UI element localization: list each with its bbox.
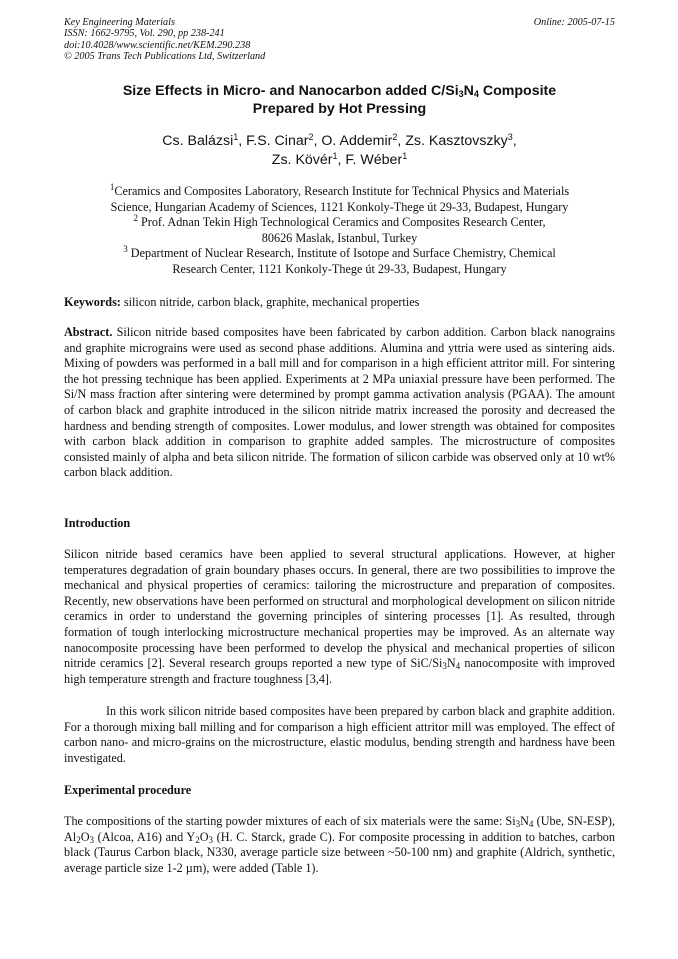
abstract: Abstract. Silicon nitride based composites have been fabricated by carbon addition. Carbon black nanograins and graphite micrograins were used as second phase additions. Alumina and yttria were used as sintering aids. Mixing of powders was performed in a ball mill and for comparison in a high efficient attritor mill. For sintering the hot pressing technique has been applied. Experiments at 2 MPa uniaxial pressure have been performed. The Si/N mass fraction after sintering were determined by prompt gamma activation analysis (PGAA). The amount of carbon black and graphite introduced in the silicon nitride matrix increased the porosity and decreased the hardness and bending strength of composites. Lower modulus, and lower strength was obtained for composites with carbon black addition in comparison to graphite added samples. The microstructure of composites consisted mainly of alpha and beta silicon nitride. The formation of silicon carbide was observed only at 10 wt% carbon black addition.: [64, 325, 615, 480]
introduction-paragraph-1: Silicon nitride based ceramics have been applied to several structural applications. However, at higher temperatures degradation of grain boundary phases occurs. In general, there are two possibilities to improve the mechanical and physical properties of ceramics: tailoring the microstructure and preparation of composites. Recently, new observations have been performed on structural and morphological development on silicon nitride ceramics in order to understand the governing principles of sintering processes [1]. As resulted, through formation of tough interlocking microstructure mechanical properties may be improved. As an alternate way nanocomposite processing have been performed to develop the physical and mechanical properties of silicon nitride ceramics [2]. Several research groups reported a new type of SiC/$Si_3N_4$ nanocomposite with improved high temperature strength and fracture toughness [3,4].: [64, 547, 615, 686]
affiliation-3: $^3$ Department of Nuclear Research, Institute of Isotope and Surface Chemistry, Chemical: [123, 244, 556, 261]
experimental-heading: Experimental procedure: [64, 783, 192, 797]
introduction-heading: Introduction: [64, 516, 131, 530]
paper-title: [64, 82, 615, 118]
copyright-line: © 2005 Trans Tech Publications Ltd, Switzerland: [64, 51, 266, 63]
affiliation-2: $^2$ Prof. Adnan Tekin High Technological Ceramics and Composites Research Center,: [133, 213, 546, 230]
title-line-1: Size Effects in Micro- and Nanocarbon added $C/Si_3N_4$ Composite: [122, 83, 557, 99]
introduction-paragraph-2: In this work silicon nitride based composites have been prepared by carbon black and graphite addition. For a thorough mixing ball milling and for comparison a high efficient attritor mill was employed. The effect of carbon nano- and micro-grains on the microstructure, elastic modulus, bending strength and hardness have been investigated.: [64, 704, 615, 765]
author-list: Cs. Balázsi$^1$, F.S. Cinar$^2$, O. Addemir$^2$, Zs. Kasztovszky$^3$, Zs. Kövér$^1$, F. Wéber$^1$: [162, 132, 517, 168]
title-line-2: Prepared by Hot Pressing: [252, 101, 427, 117]
keywords: Keywords: silicon nitride, carbon black, graphite, mechanical properties: [64, 295, 420, 309]
affiliation-1: $^1$Ceramics and Composites Laboratory, Research Institute for Technical Physics and Materials: [109, 182, 570, 198]
affiliations: $^1$Ceramics and Composites Laboratory, Research Institute for Technical Physics and Materials Science, Hungarian Academy of Sciences, 1121 Konkoly-Thege út 29-33, Budapest, Hungary $^2$ Prof. Adnan Tekin High Technological Ceramics and Composites Research Center, 80626 Maslak, Istanbul, Turkey $^3$ Department of Nuclear Research, Institute of Isotope and Surface Chemistry, Chemical Research Center, 1121 Konkoly-Thege út 29-33, Budapest, Hungary: [64, 184, 615, 278]
doi-line: doi:10.4028/www.scientific.net/KEM.290.238: [64, 39, 251, 51]
journal-name: Key Engineering Materials: [64, 17, 175, 28]
experimental-paragraph: The compositions of the starting powder mixtures of each of six materials were the same: $Si_3N_4$ (Ube, SN-ESP), $Al_2O_3$ (Alcoa, A16) and $Y_2O_3$ (H. C. Starck, grade C). For composite processing in addition to batches, carbon black (Taurus Carbon black, N330, average particle size between ~50-100 nm) and graphite (Aldrich, synthetic, average particle size 1-2 µm), were added (Table 1).: [64, 814, 615, 875]
issn-line: ISSN: 1662-9795, Vol. 290, pp 238-241: [64, 28, 225, 40]
publication-info: [64, 17, 265, 63]
online-date: Online: 2005-07-15: [533, 17, 615, 28]
